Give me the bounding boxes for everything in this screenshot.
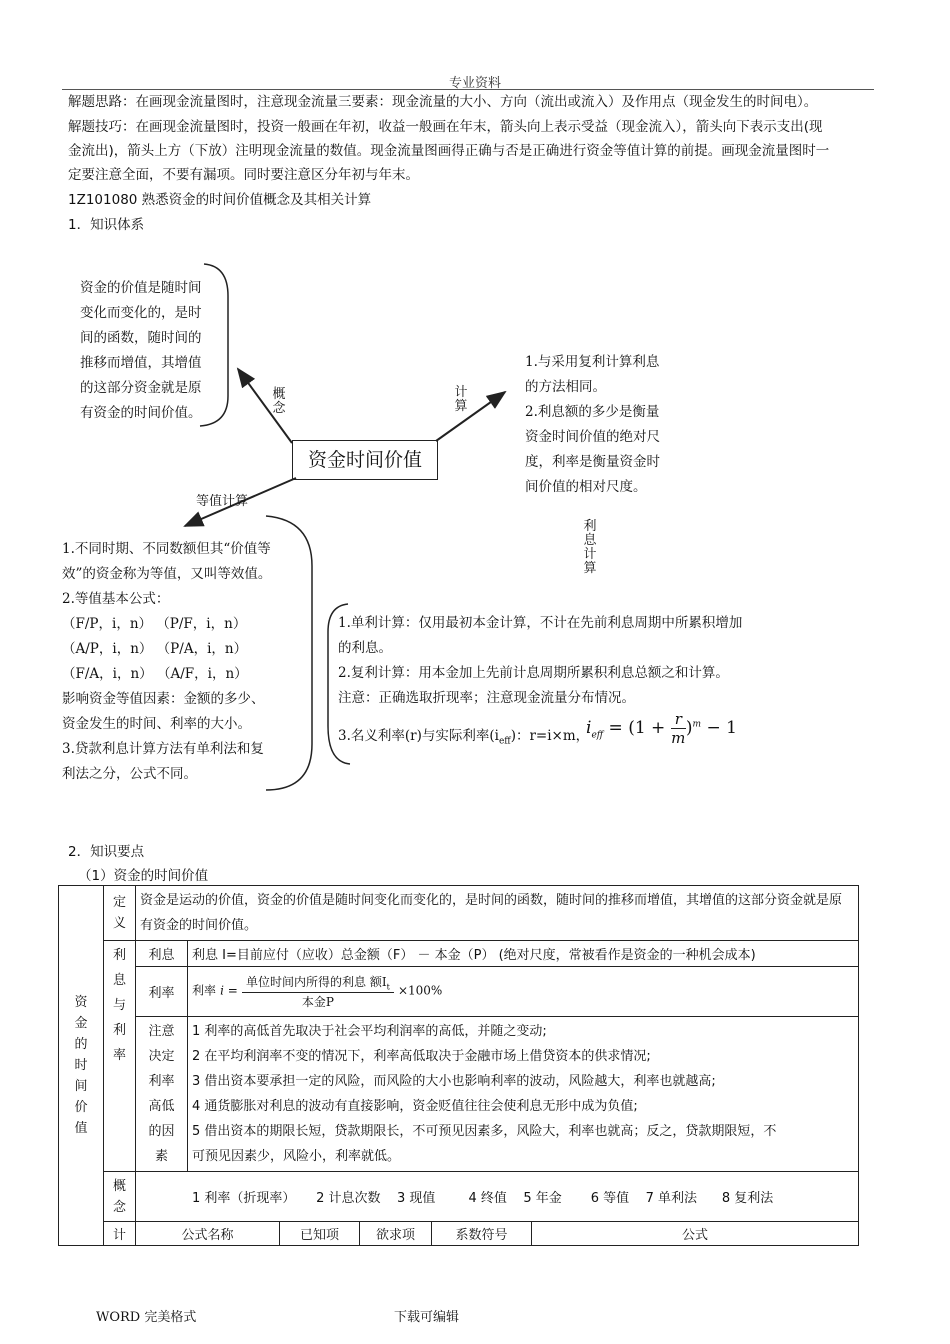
table-row-rate: [59, 967, 859, 1017]
table-row-factors: [59, 1017, 859, 1172]
interest-branch-label: 利息计算: [583, 519, 597, 576]
section-heading: 1Z101080 熟悉资金的时间价值概念及其相关计算: [68, 192, 372, 208]
interest-label: 利息: [136, 941, 188, 967]
time-value-table: [58, 885, 859, 1246]
concept-branch-label: 概念: [272, 387, 286, 416]
footer-left: WORD 完美格式: [96, 1310, 197, 1325]
calc-text: 1.与采用复利计算利息 的方法相同。 2.利息额的多少是衡量 资金时间价值的绝对尺 度，利率是衡量资金时 间价值的相对尺度。: [525, 354, 660, 495]
definition-text: 资金是运动的价值，资金的价值是随时间变化而变化的，是时间的函数，随时间的推移而增值，其增值的这部分资金就是原有资金的时间价值。: [136, 886, 859, 941]
rate-label: 利率: [136, 967, 188, 1017]
factors-list: 1 利率的高低首先取决于社会平均利润率的高低，并随之变动; 2 在平均利润率不变的情况下，利率高低取决于金融市场上借贷资本的供求情况; 3 借出资本要承担一定的风险，而风险的大小也影响利率的波动，风险越大，利率也就越高; 4 通货膨胀对利息的波动有直接影响，资金贬值往往会使利息无形中成为负值; 5 借出资本的期限长短，贷款期限长，不可预见因素多，风险大，利率也就高；反之，贷款期限短，不 可预见因素少，风险小，利率就低。: [188, 1017, 859, 1172]
definition-label: 定 义: [104, 886, 136, 941]
time-value-subheading: （1）资金的时间价值: [78, 868, 209, 884]
solution-skill-line-3: 定要注意全面，不要有漏项。同时要注意区分年初与年末。: [68, 167, 419, 183]
diagram-center-node: 资金时间价值: [292, 440, 438, 480]
concepts-label: 概 念: [104, 1172, 136, 1222]
solution-skill-line-1: 解题技巧：在画现金流量图时，投资一般画在年初，收益一般画在年末，箭头向上表示受益（现金流入），箭头向下表示支出(现: [68, 119, 823, 135]
knowledge-points-heading: 2．知识要点: [68, 844, 145, 860]
table-row-interest: [59, 941, 859, 967]
nominal-rate-line: 3.名义利率(r)与实际利率$(i_{eff})$：r=i×m，: [338, 728, 590, 747]
equiv-branch-label: 等值计算: [196, 494, 249, 509]
page-header: 专业资料: [448, 76, 501, 91]
col-seek: 欲求项: [360, 1222, 432, 1246]
col-formula: 公式: [532, 1222, 859, 1246]
col-formula-name: 公式名称: [136, 1222, 280, 1246]
table-row-definition: [59, 886, 859, 941]
interest-definition: 利息 I=目前应付（应收）总金额（F） － 本金（P） (绝对尺度，常被看作是资金的一种机会成本): [188, 941, 859, 967]
concepts-list: 1 利率（折现率） 2 计息次数 3 现值 4 终值 5 年金 6 等值 7 单利法 8 复利法: [136, 1172, 859, 1222]
effective-rate-formula: $i_{eff} = (1$ + $\frac{r}{m}$ )$^m$ − 1: [586, 710, 737, 747]
footer-right: 下载可编辑: [394, 1310, 460, 1325]
table-row-concepts: [59, 1172, 859, 1222]
interest-calc-text: 1.单利计算：仅用最初本金计算，不计在先前利息周期中所累积增加 的利息。 2.复利计算：用本金加上先前计息周期所累积利息总额之和计算。 注意：正确选取折现率；注意现金流量分布情况。: [338, 615, 743, 706]
concept-text: 资金的价值是随时间 变化而变化的，是时 间的函数，随时间的 推移而增值，其增值 的这部分资金就是原 有资金的时间价值。: [80, 280, 202, 421]
knowledge-system-heading: 1．知识体系: [68, 217, 145, 233]
col-symbol: 系数符号: [432, 1222, 532, 1246]
factors-label: 注意 决定 利率 高低 的因 素: [136, 1017, 188, 1172]
equiv-text: 1.不同时期、不同数额但其“价值等 效”的资金称为等值，又叫等效值。 2.等值基本公式： （F/P，i，n） （P/F，i，n） （A/P，i，n） （P/A，i，n） （F/A，i，n） （A/F，i，n） 影响资金等值因素：金额的多少、 资金发生的时间、利率的大小。 3.贷款利息计算方法有单利法和复 利法之分，公式不同。: [62, 541, 272, 782]
col-known: 已知项: [280, 1222, 360, 1246]
main-category-cell: 资 金 的 时 间 价 值: [59, 886, 104, 1246]
solution-idea: 解题思路：在画现金流量图时，注意现金流量三要素：现金流量的大小、方向（流出或流入）及作用点（现金发生的时间电）。: [68, 94, 818, 110]
solution-skill-line-2: 金流出)，箭头上方（下放）注明现金流量的数值。现金流量图画得正确与否是正确进行资金等值计算的前提。画现金流量图时一: [68, 143, 830, 159]
rate-formula: 利率 i = $\frac{单位时间内所得的利息 额I_t}{\text{本金P}}$ ×100%: [188, 967, 859, 1017]
calc-label: 计: [104, 1222, 136, 1246]
interest-rate-label: 利 息 与 利 率: [104, 941, 136, 1172]
calc-branch-label: 计算: [454, 385, 468, 414]
table-row-calc-header: [59, 1222, 859, 1246]
